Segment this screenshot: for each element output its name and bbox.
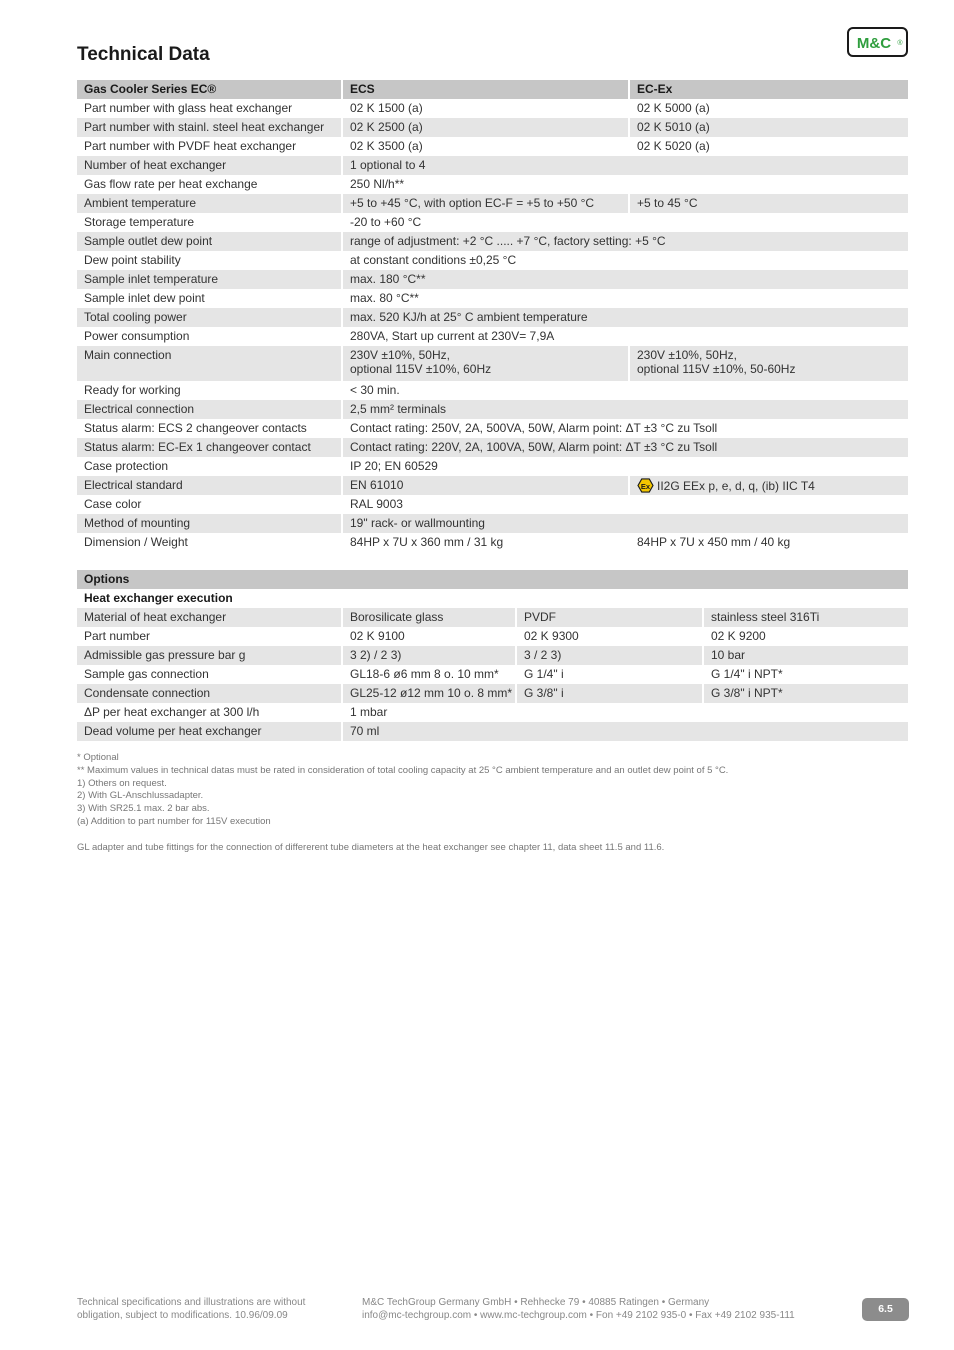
table-row xyxy=(77,289,908,308)
table-row xyxy=(77,476,908,495)
glass-value: GL25-12 ø12 mm 10 o. 8 mm* xyxy=(342,684,516,703)
footnotes xyxy=(77,752,728,829)
shared-value: Contact rating: 220V, 2A, 100VA, 50W, Alarm point: ΔT ±3 °C zu Tsoll xyxy=(342,438,908,457)
options-subheading: Heat exchanger execution xyxy=(84,591,233,605)
page-title: Technical Data xyxy=(77,44,210,65)
pvdf-value: G 1/4" i xyxy=(516,665,703,684)
table-row xyxy=(77,381,908,400)
table-row xyxy=(77,194,908,213)
shared-value: RAL 9003 xyxy=(342,495,908,514)
shared-value: 70 ml xyxy=(342,722,908,741)
row-label: Part number xyxy=(84,629,151,643)
row-label: Dead volume per heat exchanger xyxy=(77,722,342,741)
table-row xyxy=(77,627,908,646)
header-cell: Gas Cooler Series EC® xyxy=(77,80,342,99)
ecex-value: +5 to 45 °C xyxy=(629,194,908,213)
mc-logo xyxy=(847,27,908,57)
page-number-badge: 6.5 xyxy=(862,1298,909,1321)
footer-contact: M&C TechGroup Germany GmbH • Rehhecke 79 • 40885 Ratingen • Germany info@mc-techgroup.com • www.mc-techgroup.com • Fon +49 2102 935-0 • Fax +49 2102 935-111 xyxy=(362,1297,795,1321)
glass-value: Borosilicate glass xyxy=(342,608,516,627)
row-label: Condensate connection xyxy=(77,684,342,703)
ex-hazard-icon xyxy=(637,478,654,493)
steel-value: stainless steel 316Ti xyxy=(703,608,908,627)
row-label: Main connection xyxy=(77,346,342,381)
table-row xyxy=(77,533,908,552)
glass-value: 3 2) / 2 3) xyxy=(342,646,516,665)
table-row xyxy=(77,646,908,665)
table-row xyxy=(77,665,908,684)
svg-text:Ex: Ex xyxy=(640,481,651,491)
table-row xyxy=(77,156,908,175)
footnote: (a) Addition to part number for 115V execution xyxy=(77,815,271,827)
options-heading: Options xyxy=(77,570,908,589)
row-label: Part number with glass heat exchanger xyxy=(84,101,293,115)
row-label: Dew point stability xyxy=(84,253,181,267)
shared-value: 2,5 mm² terminals xyxy=(342,400,908,419)
table-row xyxy=(77,438,908,457)
table-row xyxy=(77,327,908,346)
ecs-value: EN 61010 xyxy=(342,476,629,495)
table-row xyxy=(77,251,908,270)
ecex-value: 02 K 5000 (a) xyxy=(629,99,908,118)
row-label: Power consumption xyxy=(84,329,190,343)
footnote: * Optional xyxy=(77,752,119,763)
svg-text:®: ® xyxy=(897,40,903,47)
shared-value: < 30 min. xyxy=(342,381,908,400)
footnote: 3) With SR25.1 max. 2 bar abs. xyxy=(77,803,210,815)
shared-value: -20 to +60 °C xyxy=(342,213,908,232)
table-header-row xyxy=(77,80,908,99)
row-label: Electrical standard xyxy=(77,476,342,495)
options-header-row xyxy=(77,570,908,589)
ecex-value: 02 K 5010 (a) xyxy=(629,118,908,137)
row-label: Case protection xyxy=(84,459,169,473)
row-label: Storage temperature xyxy=(84,215,195,229)
row-label: ΔP per heat exchanger at 300 l/h xyxy=(84,705,260,719)
pvdf-value: PVDF xyxy=(516,608,703,627)
row-label: Material of heat exchanger xyxy=(77,608,342,627)
ecex-value: 02 K 5020 (a) xyxy=(629,137,908,156)
row-label: Status alarm: ECS 2 changeover contacts xyxy=(84,421,307,435)
pvdf-value: 02 K 9300 xyxy=(516,627,703,646)
shared-value: 250 Nl/h** xyxy=(342,175,908,194)
table-row xyxy=(77,118,908,137)
shared-value: 19" rack- or wallmounting xyxy=(342,514,908,533)
table-row xyxy=(77,270,908,289)
shared-value: at constant conditions ±0,25 °C xyxy=(342,251,908,270)
table-row xyxy=(77,495,908,514)
footnote: ** Maximum values in technical datas must be rated in consideration of total cooling capacity at 25 °C ambient temperature and an outlet dew point of 5 °C. xyxy=(77,764,729,776)
ecs-value: 02 K 1500 (a) xyxy=(342,99,629,118)
glass-value: GL18-6 ø6 mm 8 o. 10 mm* xyxy=(342,665,516,684)
row-label: Ready for working xyxy=(84,383,181,397)
steel-value: G 3/8" i NPT* xyxy=(703,684,908,703)
steel-value: 02 K 9200 xyxy=(703,627,908,646)
row-label: Part number with stainl. steel heat exchanger xyxy=(77,118,342,137)
row-label: Sample inlet dew point xyxy=(84,291,205,305)
shared-value: 1 optional to 4 xyxy=(342,156,908,175)
table-row xyxy=(77,213,908,232)
table-row xyxy=(77,400,908,419)
table-row xyxy=(77,684,908,703)
ecs-value: 02 K 2500 (a) xyxy=(342,118,629,137)
footnote: 2) With GL-Anschlussadapter. xyxy=(77,790,204,802)
gl-adapter-note: GL adapter and tube fittings for the connection of differerent tube diameters at the heat exchanger see chapter 11, data sheet 11.5 and 11.6. xyxy=(77,842,665,853)
footnote: 1) Others on request. xyxy=(77,777,167,789)
row-label: Dimension / Weight xyxy=(84,535,188,549)
svg-text:M&C: M&C xyxy=(856,35,892,52)
row-label: Case color xyxy=(84,497,142,511)
pvdf-value: 3 / 2 3) xyxy=(516,646,703,665)
table-row xyxy=(77,232,908,251)
row-label: Sample inlet temperature xyxy=(77,270,342,289)
row-label: Admissible gas pressure bar g xyxy=(77,646,342,665)
shared-value: 1 mbar xyxy=(342,703,908,722)
shared-value: max. 520 KJ/h at 25° C ambient temperature xyxy=(342,308,908,327)
shared-value: max. 80 °C** xyxy=(342,289,908,308)
row-label: Number of heat exchanger xyxy=(77,156,342,175)
shared-value: max. 180 °C** xyxy=(342,270,908,289)
header-cell: EC-Ex xyxy=(629,80,908,99)
pvdf-value: G 3/8" i xyxy=(516,684,703,703)
ecs-value: 84HP x 7U x 360 mm / 31 kg xyxy=(342,533,629,552)
ecex-value: Ex II2G EEx p, e, d, q, (ib) IIC T4 xyxy=(629,476,908,495)
shared-value: IP 20; EN 60529 xyxy=(342,457,908,476)
row-label: Part number with PVDF heat exchanger xyxy=(84,139,297,153)
table-row xyxy=(77,703,908,722)
table-row xyxy=(77,137,908,156)
shared-value: range of adjustment: +2 °C ..... +7 °C, factory setting: +5 °C xyxy=(342,232,908,251)
steel-value: G 1/4" i NPT* xyxy=(703,665,908,684)
ecs-value: 02 K 3500 (a) xyxy=(342,137,629,156)
row-label: Method of mounting xyxy=(77,514,342,533)
row-label: Gas flow rate per heat exchange xyxy=(84,177,258,191)
ecs-value: 230V ±10%, 50Hz, optional 115V ±10%, 60Hz xyxy=(342,346,629,381)
row-label: Total cooling power xyxy=(77,308,342,327)
row-label: Ambient temperature xyxy=(77,194,342,213)
table-row xyxy=(77,346,908,381)
shared-value: Contact rating: 250V, 2A, 500VA, 50W, Alarm point: ΔT ±3 °C zu Tsoll xyxy=(342,419,908,438)
glass-value: 02 K 9100 xyxy=(342,627,516,646)
ecs-value: +5 to +45 °C, with option EC-F = +5 to +50 °C xyxy=(342,194,629,213)
table-row xyxy=(77,308,908,327)
header-cell: ECS xyxy=(342,80,629,99)
table-row xyxy=(77,722,908,741)
table-row xyxy=(77,514,908,533)
table-row xyxy=(77,419,908,438)
steel-value: 10 bar xyxy=(703,646,908,665)
ecex-value: 230V ±10%, 50Hz, optional 115V ±10%, 50-60Hz xyxy=(629,346,908,381)
table-row xyxy=(77,99,908,118)
options-subheader-row xyxy=(77,589,908,608)
row-label: Sample outlet dew point xyxy=(77,232,342,251)
table-row xyxy=(77,608,908,627)
options-table xyxy=(77,570,908,741)
ecex-value: 84HP x 7U x 450 mm / 40 kg xyxy=(629,533,908,552)
footer-disclaimer: Technical specifications and illustrations are without obligation, subject to modifications. 10.96/09.09 xyxy=(77,1297,306,1321)
row-label: Sample gas connection xyxy=(84,667,209,681)
table-row xyxy=(77,457,908,476)
row-label: Electrical connection xyxy=(77,400,342,419)
technical-data-table xyxy=(77,80,908,552)
table-row xyxy=(77,175,908,194)
row-label: Status alarm: EC-Ex 1 changeover contact xyxy=(77,438,342,457)
shared-value: 280VA, Start up current at 230V= 7,9A xyxy=(342,327,908,346)
